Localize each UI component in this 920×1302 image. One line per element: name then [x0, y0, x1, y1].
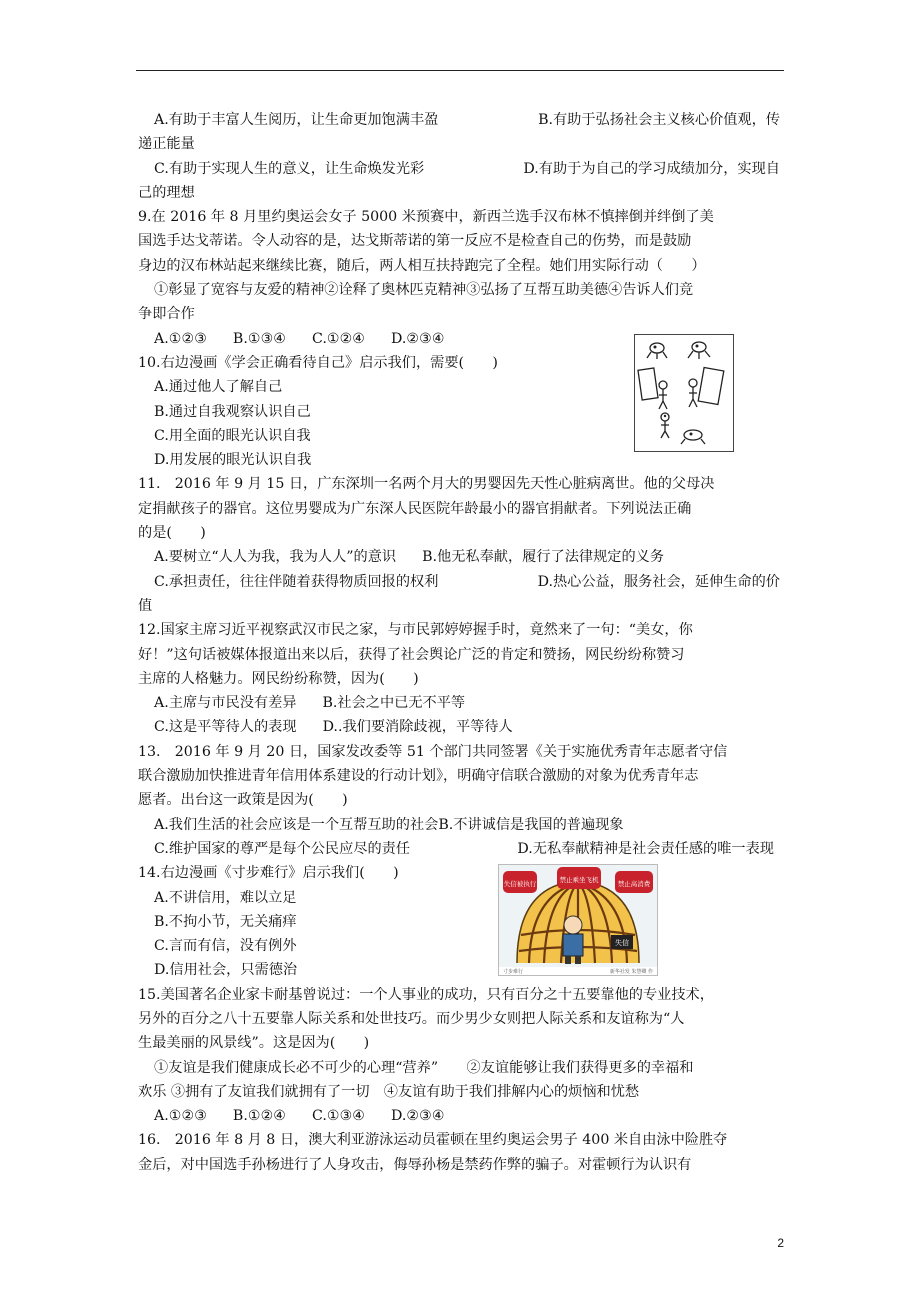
option-a: A.不讲信用，难以立足 — [154, 889, 297, 906]
cartoon-drawing — [499, 865, 657, 975]
question-12-options-cd — [138, 715, 788, 739]
option-b: B.不拘小节，无关痛痒 — [154, 913, 297, 930]
question-11-stem: 11. 2016 年 9 月 15 日，广东深圳一名两个月大的男婴因先天性心脏病离世。他的父母决 — [138, 476, 715, 493]
option-c: C.言而有信，没有例外 — [154, 938, 297, 955]
option-a: A.通过他人了解自己 — [154, 379, 283, 396]
question-9-statements: ①彰显了宽容与友爱的精神②诠释了奥林匹克精神③弘扬了互帮互助美德④告诉人们竞 — [154, 282, 694, 299]
question-11-options-ab — [138, 545, 788, 569]
question-12-options-ab — [138, 691, 788, 715]
option-c: C.维护国家的尊严是每个公民应尽的责任 — [154, 840, 411, 857]
text-line: 值 — [138, 597, 153, 614]
option-text: B.有助于弘扬社会主义核心价值观，传 — [538, 112, 780, 128]
sign-label: 禁止高消费 — [617, 880, 651, 888]
question-16-stem: 金后，对中国选手孙杨进行了人身攻击，侮辱孙杨是禁药作弊的骗子。对霍顿行为认识有 — [138, 1156, 692, 1173]
question-15-stem: 另外的百分之八十五要靠人际关系和处世技巧。而少男少女则把人际关系和友谊称为“人 — [138, 1010, 685, 1027]
question-12-stem: 12.国家主席习近平视察武汉市民之家，与市民郭婷婷握手时，竟然来了一句：“美女，你 — [138, 622, 693, 639]
question-13-stem: 联合激励加快推进青年信用体系建设的行动计划》，明确守信联合激励的对象为优秀青年志 — [138, 768, 699, 785]
option-c: C.用全面的眼光认识自我 — [154, 427, 311, 444]
option-text: D.有助于为自己的学习成绩加分，实现自 — [523, 160, 780, 177]
text-line: 递正能量 — [138, 136, 195, 153]
option-d: D.信用社会，只需德治 — [154, 962, 298, 979]
question-9-stem: 身边的汉布林站起来继续比赛，随后，两人相互扶持跑完了全程。她们用实际行动（ ） — [138, 257, 706, 274]
question-12-stem: 主席的人格魅力。网民纷纷称赞，因为( ) — [138, 670, 419, 687]
option-d: D.用发展的眼光认识自我 — [154, 452, 312, 469]
cartoon-credit: 新华社发 朱慧卿 作 — [609, 969, 653, 975]
question-13-options-cd — [138, 837, 774, 861]
question-11-stem: 的是( ) — [138, 525, 206, 542]
question-9-stem: 国选手达戈蒂诺。令人动容的是，达戈斯蒂诺的第一反应不是检查自己的伤势，而是鼓励 — [138, 233, 692, 250]
option-text: C.有助于实现人生的意义，让生命焕发光彩 — [154, 160, 425, 177]
question-13-stem: 愿者。出台这一政策是因为( ) — [138, 792, 348, 809]
option-a: A.①②③ — [154, 330, 207, 347]
question-15-statements: ①友谊是我们健康成长必不可少的心理“营养” ②友谊能够让我们获得更多的幸福和 — [154, 1059, 694, 1076]
question-12-stem: 好！”这句话被媒体报道出来以后，获得了社会舆论广泛的肯定和赞扬，网民纷纷称赞习 — [138, 646, 685, 663]
question-13-options-ab — [138, 813, 788, 837]
option-b: B.①③④ — [232, 330, 287, 347]
question-9-statements: 争即合作 — [138, 306, 195, 323]
question-14-stem: 14.右边漫画《寸步难行》启示我们( ) — [138, 865, 399, 882]
option-d: D.无私奉献精神是社会责任感的唯一表现 — [517, 840, 774, 857]
question-10-stem: 10.右边漫画《学会正确看待自己》启示我们，需要( ) — [138, 354, 498, 371]
option-text: A.有助于丰富人生阅历，让生命更加饱满丰盈 — [154, 112, 439, 128]
header-rule — [136, 70, 784, 71]
line-options-cd — [138, 157, 780, 181]
option-a: A.主席与市民没有差异 — [154, 695, 297, 712]
question-15-stem: 15.美国著名企业家卡耐基曾说过：一个人事业的成功，只有百分之十五要靠他的专业技术， — [138, 986, 714, 1003]
cartoon-hard-to-move-image — [498, 864, 658, 976]
option-b: B.通过自我观察认识自己 — [154, 403, 311, 420]
tag-label: 失信 — [615, 939, 629, 947]
text-line: 己的理想 — [138, 184, 195, 201]
option-d: D.②③④ — [391, 1108, 445, 1125]
question-11-options-cd — [138, 570, 780, 594]
question-15-statements: 欢乐 ③拥有了友谊我们就拥有了一切 ④友谊有助于我们排解内心的烦恼和忧愁 — [138, 1083, 640, 1100]
line-options-ab — [138, 108, 780, 132]
option-c: C.①③④ — [312, 1108, 366, 1125]
option-b: B.他无私奉献，履行了法律规定的义务 — [422, 549, 665, 566]
question-15-options — [138, 1104, 788, 1128]
option-a: A.①②③ — [154, 1108, 207, 1125]
sign-label: 失信被执行 — [503, 880, 537, 888]
option-b: B.①②④ — [232, 1108, 287, 1125]
cartoon-drawing — [635, 335, 733, 451]
option-c: C.这是平等待人的表现 — [154, 719, 297, 736]
cartoon-see-yourself-image — [634, 334, 734, 452]
option-b: B.不讲诚信是我国的普遍现象 — [438, 816, 624, 833]
question-11-stem: 定捐献孩子的器官。这位男婴成为广东深人民医院年龄最小的器官捐献者。下列说法正确 — [138, 500, 692, 517]
question-16-stem: 16. 2016 年 8 月 8 日，澳大利亚游泳运动员霍顿在里约奥运会男子 400 米自由泳中险胜夺 — [138, 1132, 728, 1149]
sign-label: 禁止乘坐飞机 — [559, 876, 599, 884]
question-9-stem: 9.在 2016 年 8 月里约奥运会女子 5000 米预赛中，新西兰选手汉布林不慎摔倒并绊倒了美 — [138, 209, 714, 226]
question-13-stem: 13. 2016 年 9 月 20 日，国家发改委等 51 个部门共同签署《关于实施优秀青年志愿者守信 — [138, 743, 728, 760]
option-a: A.要树立“人人为我，我为人人”的意识 — [154, 549, 397, 566]
option-c: C.①②④ — [312, 330, 366, 347]
cartoon-caption: 寸步难行 — [503, 969, 524, 975]
option-d: D..我们要消除歧视，平等待人 — [322, 719, 513, 736]
option-b: B.社会之中已无不平等 — [322, 695, 466, 712]
option-c: C.承担责任，往往伴随着获得物质回报的权利 — [154, 573, 439, 590]
page-content — [138, 108, 788, 1177]
option-d: D.②③④ — [391, 330, 445, 347]
question-15-stem: 生最美丽的风景线”。这是因为( ) — [138, 1035, 370, 1052]
option-a: A.我们生活的社会应该是一个互帮互助的社会 — [154, 816, 439, 833]
page-number: 2 — [777, 1236, 784, 1250]
option-d: D.热心公益，服务社会，延伸生命的价 — [537, 573, 780, 590]
